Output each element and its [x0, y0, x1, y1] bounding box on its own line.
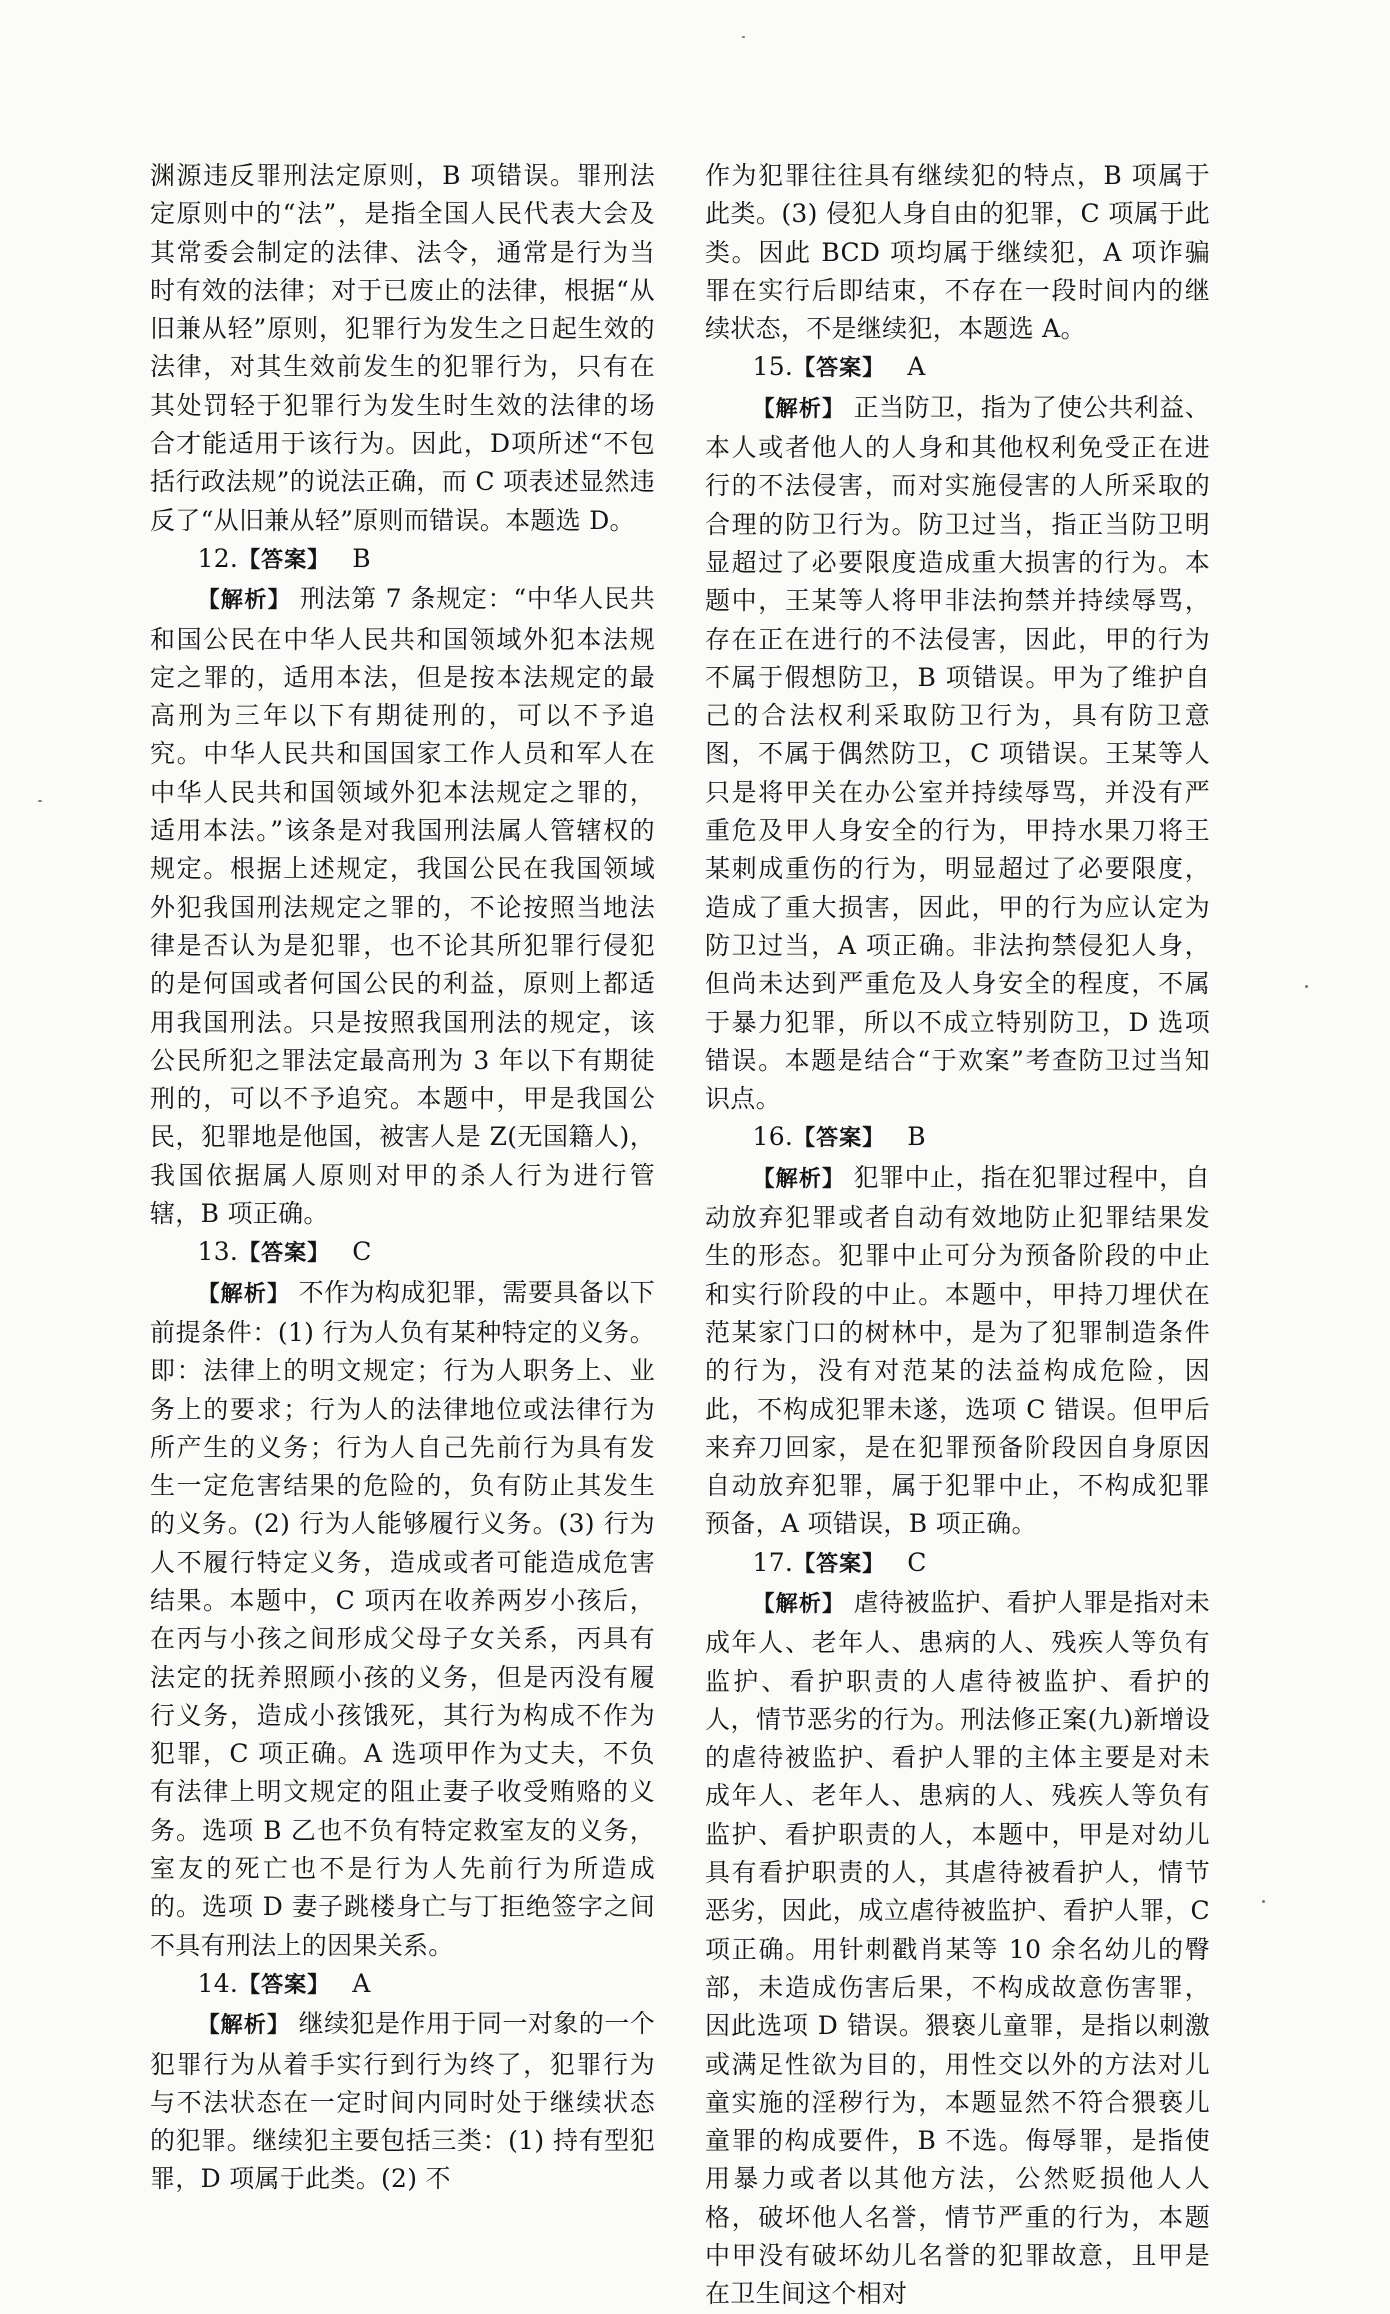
left-column: [150, 157, 655, 2199]
analysis-17: 【解析】 虐待被监护、看护人罪是指对未成年人、老年人、患病的人、残疾人等负有监护、看护职责的人虐待被监护、看护的人，情节恶劣的行为。刑法修正案(九)新增设的虐待被监护、看护人罪的主体主要是对未成年人、老年人、患病的人、残疾人等负有监护、看护职责的人，本题中，甲是对幼儿具有看护职责的人，其虐待被看护人，情节恶劣，因此，成立虐待被监护、看护人罪，C 项正确。用针刺戳肖某等 10 余名幼儿的臀部，未造成伤害后果，不构成故意伤害罪，因此选项 D 错误。猥亵儿童罪，是指以刺激或满足性欲为目的，用性交以外的方法对儿童实施的淫秽行为，本题显然不符合猥亵儿童罪的构成要件，B 不选。侮辱罪，是指使用暴力或者以其他方法，公然贬损他人人格，破坏他人名誉，情节严重的行为，本题中甲没有破坏幼儿名誉的犯罪故意，且甲是在卫生间这个相对: [705, 1587, 1210, 2309]
paragraph: 渊源违反罪刑法定原则，B 项错误。罪刑法定原则中的“法”，是指全国人民代表大会及其常委会制定的法律、法令，通常是行为当时有效的法律；对于已废止的法律，根据“从旧兼从轻”原则，犯罪行为发生之日起生效的法律，对其生效前发生的犯罪行为，只有在其处罚轻于犯罪行为发生时生效的法律的场合才能适用于该行为。因此，D项所述“不包括行政法规”的说法正确，而 C 项表述显然违反了“从旧兼从轻”原则而错误。本题选 D。: [150, 161, 655, 535]
answer-line-13: 13.【答案】 C: [197, 1237, 372, 1267]
answer-line-17: 17.【答案】 C: [752, 1547, 927, 1577]
scan-speck: [1262, 1900, 1265, 1903]
analysis-15: 【解析】 正当防卫，指为了使公共利益、本人或者他人的人身和其他权利免受正在进行的不法侵害，而对实施侵害的人所采取的合理的防卫行为。防卫过当，指正当防卫明显超过了必要限度造成重大损害的行为。本题中，王某等人将甲非法拘禁并持续辱骂，存在正在进行的不法侵害，因此，甲的行为不属于假想防卫，B 项错误。甲为了维护自己的合法权利采取防卫行为，具有防卫意图，不属于偶然防卫，C 项错误。王某等人只是将甲关在办公室并持续辱骂，并没有严重危及甲人身安全的行为，甲持水果刀将王某刺成重伤的行为，明显超过了必要限度，造成了重大损害，因此，甲的行为应认定为防卫过当，A 项正确。非法拘禁侵犯人身，但尚未达到严重危及人身安全的程度，不属于暴力犯罪，所以不成立特别防卫，D 选项错误。本题是结合“于欢案”考查防卫过当知识点。: [705, 392, 1210, 1114]
scan-speck: [1305, 985, 1308, 988]
right-column: [705, 157, 1210, 2314]
scan-speck: [38, 800, 42, 802]
answer-line-16: 16.【答案】 B: [752, 1122, 926, 1152]
analysis-12: 【解析】 刑法第 7 条规定：“中华人民共和国公民在中华人民共和国领域外犯本法规定之罪的，适用本法，但是按本法规定的最高刑为三年以下有期徒刑的，可以不予追究。中华人民共和国国家工作人员和军人在中华人民共和国领域外犯本法规定之罪的，适用本法。”该条是对我国刑法属人管辖权的规定。根据上述规定，我国公民在我国领域外犯我国刑法规定之罪的，不论按照当地法律是否认为是犯罪，也不论其所犯罪行侵犯的是何国或者何国公民的利益，原则上都适用我国刑法。只是按照我国刑法的规定，该公民所犯之罪法定最高刑为 3 年以下有期徒刑的，可以不予追究。本题中，甲是我国公民，犯罪地是他国，被害人是 Z(无国籍人)，我国依据属人原则对甲的杀人行为进行管辖，B 项正确。: [150, 584, 655, 1229]
analysis-14: 【解析】 继续犯是作用于同一对象的一个犯罪行为从着手实行到行为终了，犯罪行为与不法状态在一定时间内同时处于继续状态的犯罪。继续犯主要包括三类：(1) 持有型犯罪，D 项属于此类。(2) 不: [150, 2009, 655, 2194]
answer-line-15: 15.【答案】 A: [752, 352, 926, 382]
answer-line-12: 12.【答案】 B: [197, 543, 371, 573]
answer-line-14: 14.【答案】 A: [197, 1968, 371, 1998]
paragraph: 作为犯罪往往具有继续犯的特点，B 项属于此类。(3) 侵犯人身自由的犯罪，C 项属于此类。因此 BCD 项均属于继续犯，A 项诈骗罪在实行后即结束，不存在一段时间内的继续状态，不是继续犯，本题选 A。: [705, 161, 1210, 344]
analysis-16: 【解析】 犯罪中止，指在犯罪过程中，自动放弃犯罪或者自动有效地防止犯罪结果发生的形态。犯罪中止可分为预备阶段的中止和实行阶段的中止。本题中，甲持刀埋伏在范某家门口的树林中，是为了犯罪制造条件的行为，没有对范某的法益构成危险，因此，不构成犯罪未遂，选项 C 错误。但甲后来弃刀回家，是在犯罪预备阶段因自身原因自动放弃犯罪，属于犯罪中止，不构成犯罪预备，A 项错误，B 项正确。: [705, 1162, 1210, 1539]
analysis-13: 【解析】 不作为构成犯罪，需要具备以下前提条件：(1) 行为人负有某种特定的义务。即：法律上的明文规定；行为人职务上、业务上的要求；行为人的法律地位或法律行为所产生的义务；行为人自己先前行为具有发生一定危害结果的危险的，负有防止其发生的义务。(2) 行为人能够履行义务。(3) 行为人不履行特定义务，造成或者可能造成危害结果。本题中，C 项丙在收养两岁小孩后，在丙与小孩之间形成父母子女关系，丙具有法定的抚养照顾小孩的义务，但是丙没有履行义务，造成小孩饿死，其行为构成不作为犯罪，C 项正确。A 选项甲作为丈夫，不负有法律上明文规定的阻止妻子收受贿赂的义务。选项 B 乙也不负有特定救室友的义务，室友的死亡也不是行为人先前行为所造成的。选项 D 妻子跳楼身亡与丁拒绝签字之间不具有刑法上的因果关系。: [150, 1277, 655, 1960]
scan-speck: [742, 36, 745, 38]
